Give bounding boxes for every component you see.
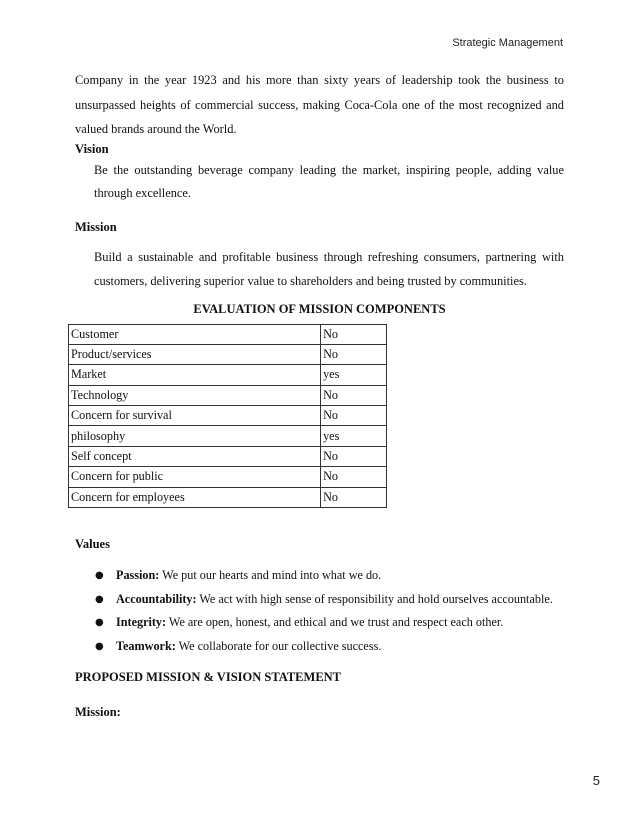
value-cell: No <box>321 446 387 466</box>
proposed-mission-label: Mission: <box>75 704 121 719</box>
value-cell: No <box>321 324 387 344</box>
value-cell: No <box>321 385 387 405</box>
running-header: Strategic Management <box>452 37 563 49</box>
table-row <box>69 365 387 385</box>
component-cell: Self concept <box>69 446 321 466</box>
evaluation-table-title: EVALUATION OF MISSION COMPONENTS <box>193 301 446 316</box>
bullet-icon: ● <box>95 640 104 652</box>
table-row <box>69 406 387 426</box>
value-cell: No <box>321 487 387 507</box>
page-body <box>71 68 564 720</box>
value-description: We act with high sense of responsibility and hold ourselves accountable. <box>196 591 553 606</box>
component-cell: Technology <box>69 385 321 405</box>
table-row <box>69 426 387 446</box>
bullet-icon: ● <box>95 617 104 629</box>
component-cell: Concern for public <box>69 467 321 487</box>
value-term: Teamwork: <box>116 638 176 653</box>
table-row <box>69 385 387 405</box>
value-cell: yes <box>321 426 387 446</box>
evaluation-table <box>68 324 387 509</box>
list-item <box>75 639 564 654</box>
value-description: We collaborate for our collective success. <box>175 638 382 653</box>
component-cell: Market <box>69 365 321 385</box>
value-cell: No <box>321 406 387 426</box>
intro-paragraph: Company in the year 1923 and his more than sixty years of leadership took the business to unsurpassed heights of commercial success, making Coca-Cola one of the most recognized and valued brands around the World. <box>75 73 564 136</box>
table-row <box>69 324 387 344</box>
mission-heading: Mission <box>75 219 117 234</box>
component-cell: Concern for survival <box>69 406 321 426</box>
value-term: Integrity: <box>116 615 167 630</box>
values-heading: Values <box>75 537 110 552</box>
value-cell: yes <box>321 365 387 385</box>
list-item <box>75 568 564 583</box>
list-item <box>75 592 564 607</box>
bullet-icon: ● <box>95 570 104 582</box>
value-description: We put our hearts and mind into what we do. <box>159 568 382 583</box>
table-row <box>69 467 387 487</box>
table-row <box>69 344 387 364</box>
vision-heading: Vision <box>75 141 109 156</box>
mission-statement: Build a sustainable and profitable business through refreshing consumers, partnering with customers, delivering superior value to shareholders and being trusted by communities. <box>94 249 564 288</box>
value-term: Accountability: <box>116 591 197 606</box>
page-number: 5 <box>592 773 600 788</box>
list-item <box>75 615 564 630</box>
component-cell: philosophy <box>69 426 321 446</box>
value-cell: No <box>321 344 387 364</box>
component-cell: Product/services <box>69 344 321 364</box>
bullet-icon: ● <box>95 593 104 605</box>
value-term: Passion: <box>116 568 160 583</box>
value-cell: No <box>321 467 387 487</box>
table-row <box>69 487 387 507</box>
values-list <box>75 568 564 654</box>
table-row <box>69 446 387 466</box>
vision-statement: Be the outstanding beverage company leading the market, inspiring people, adding value through excellence. <box>94 162 564 200</box>
proposed-statement-heading: PROPOSED MISSION & VISION STATEMENT <box>75 669 342 684</box>
component-cell: Customer <box>69 324 321 344</box>
component-cell: Concern for employees <box>69 487 321 507</box>
value-description: We are open, honest, and ethical and we trust and respect each other. <box>166 615 504 630</box>
